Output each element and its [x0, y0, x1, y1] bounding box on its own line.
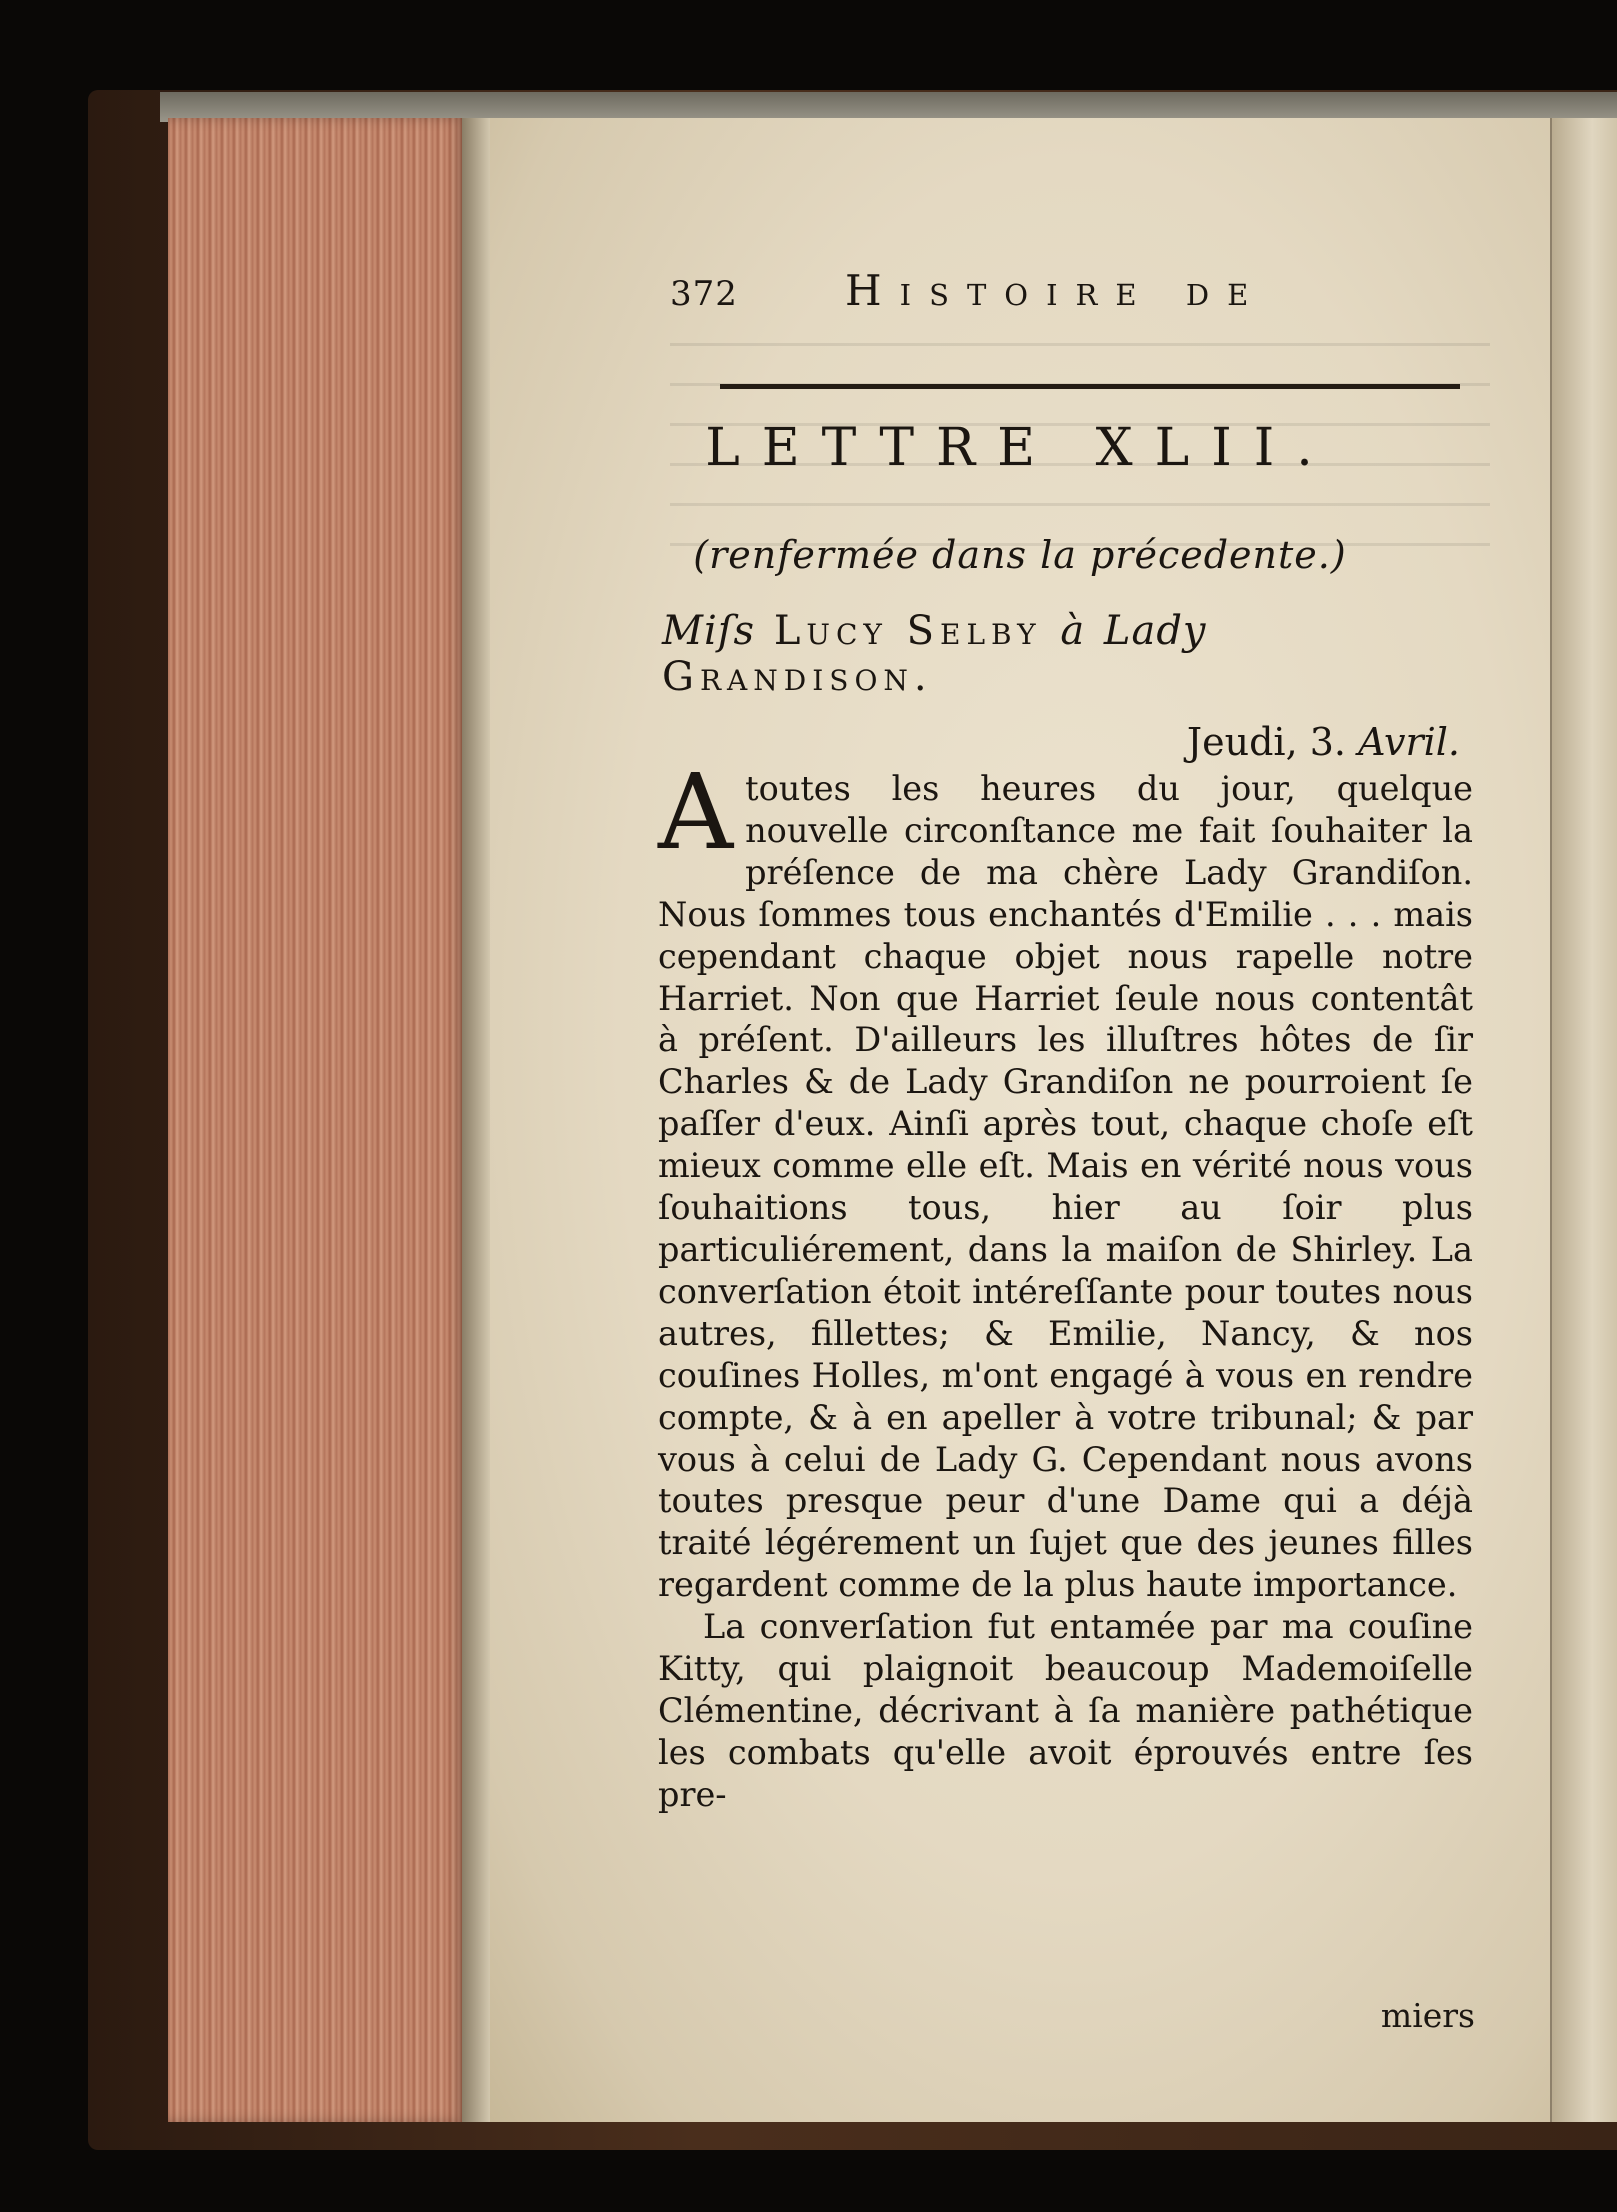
letter-addressee: [662, 608, 1482, 700]
paragraph: [658, 1606, 1473, 1816]
letter-heading: LETTRE XLII.: [705, 418, 1335, 478]
sender-name: Lucy Selby: [773, 608, 1042, 654]
drop-cap: A: [658, 751, 734, 873]
sender-title: Miſs: [662, 608, 756, 654]
paragraph-text: toutes les heures du jour, quelque nouvelle circonſtance me fait ſouhaiter la préſence de ma chère Lady Grandiſon. Nous ſommes tous enchantés d'Emilie . . . mais cependant chaque objet nous rapelle notre Harriet. Non que Harriet ſeule nous contentât à préſent. D'ailleurs les illuſtres hôtes de ſir Charles & de Lady Grandiſon ne pourroient ſe paſſer d'eux. Ainſi après tout, chaque choſe eſt mieux comme elle eſt. Mais en vérité nous vous ſouhaitions tous, hier au ſoir plus particuliérement, dans la maiſon de Shirley. La converſation étoit intéreſſante pour toutes nous autres, fillettes; & Emilie, Nancy, & nos couſines Holles, m'ont engagé à vous en rendre compte, & à en apeller à votre tribunal; & par vous à celui de Lady G. Cependant nous avons toutes presque peur d'une Dame qui a déjà traité légérement un ſujet que des jeunes filles regardent comme de la plus haute importance.: [658, 769, 1473, 1605]
book-page: [490, 118, 1550, 2122]
head-rule: [720, 384, 1460, 389]
page-block-fore-edge: [168, 118, 466, 2122]
facing-page-edge: [1550, 118, 1617, 2122]
running-head: [670, 266, 1570, 336]
date-day: Jeudi, 3.: [1186, 720, 1346, 764]
page-number: 372: [670, 274, 738, 314]
letter-body: [658, 751, 1473, 1816]
page-gutter: [462, 118, 492, 2122]
running-title: Histoire de: [845, 266, 1267, 315]
paragraph-text: La converſation fut entamée par ma couſine Kitty, qui plaignoit beaucoup Mademoiſelle Clémentine, décrivant à ſa manière pathétique les combats qu'elle avoit éprouvés entre ſes pre-: [658, 1607, 1473, 1814]
paragraph: [658, 751, 1473, 1606]
letter-date: [490, 720, 1460, 764]
addressee-connector: à: [1060, 608, 1086, 654]
recipient-name: Grandison.: [662, 654, 933, 700]
date-month: Avril.: [1358, 720, 1460, 764]
letter-subtitle: (renfermée dans la précedente.): [693, 533, 1347, 577]
catchword: miers: [1380, 1996, 1475, 2035]
recipient-title: Lady: [1103, 608, 1207, 654]
